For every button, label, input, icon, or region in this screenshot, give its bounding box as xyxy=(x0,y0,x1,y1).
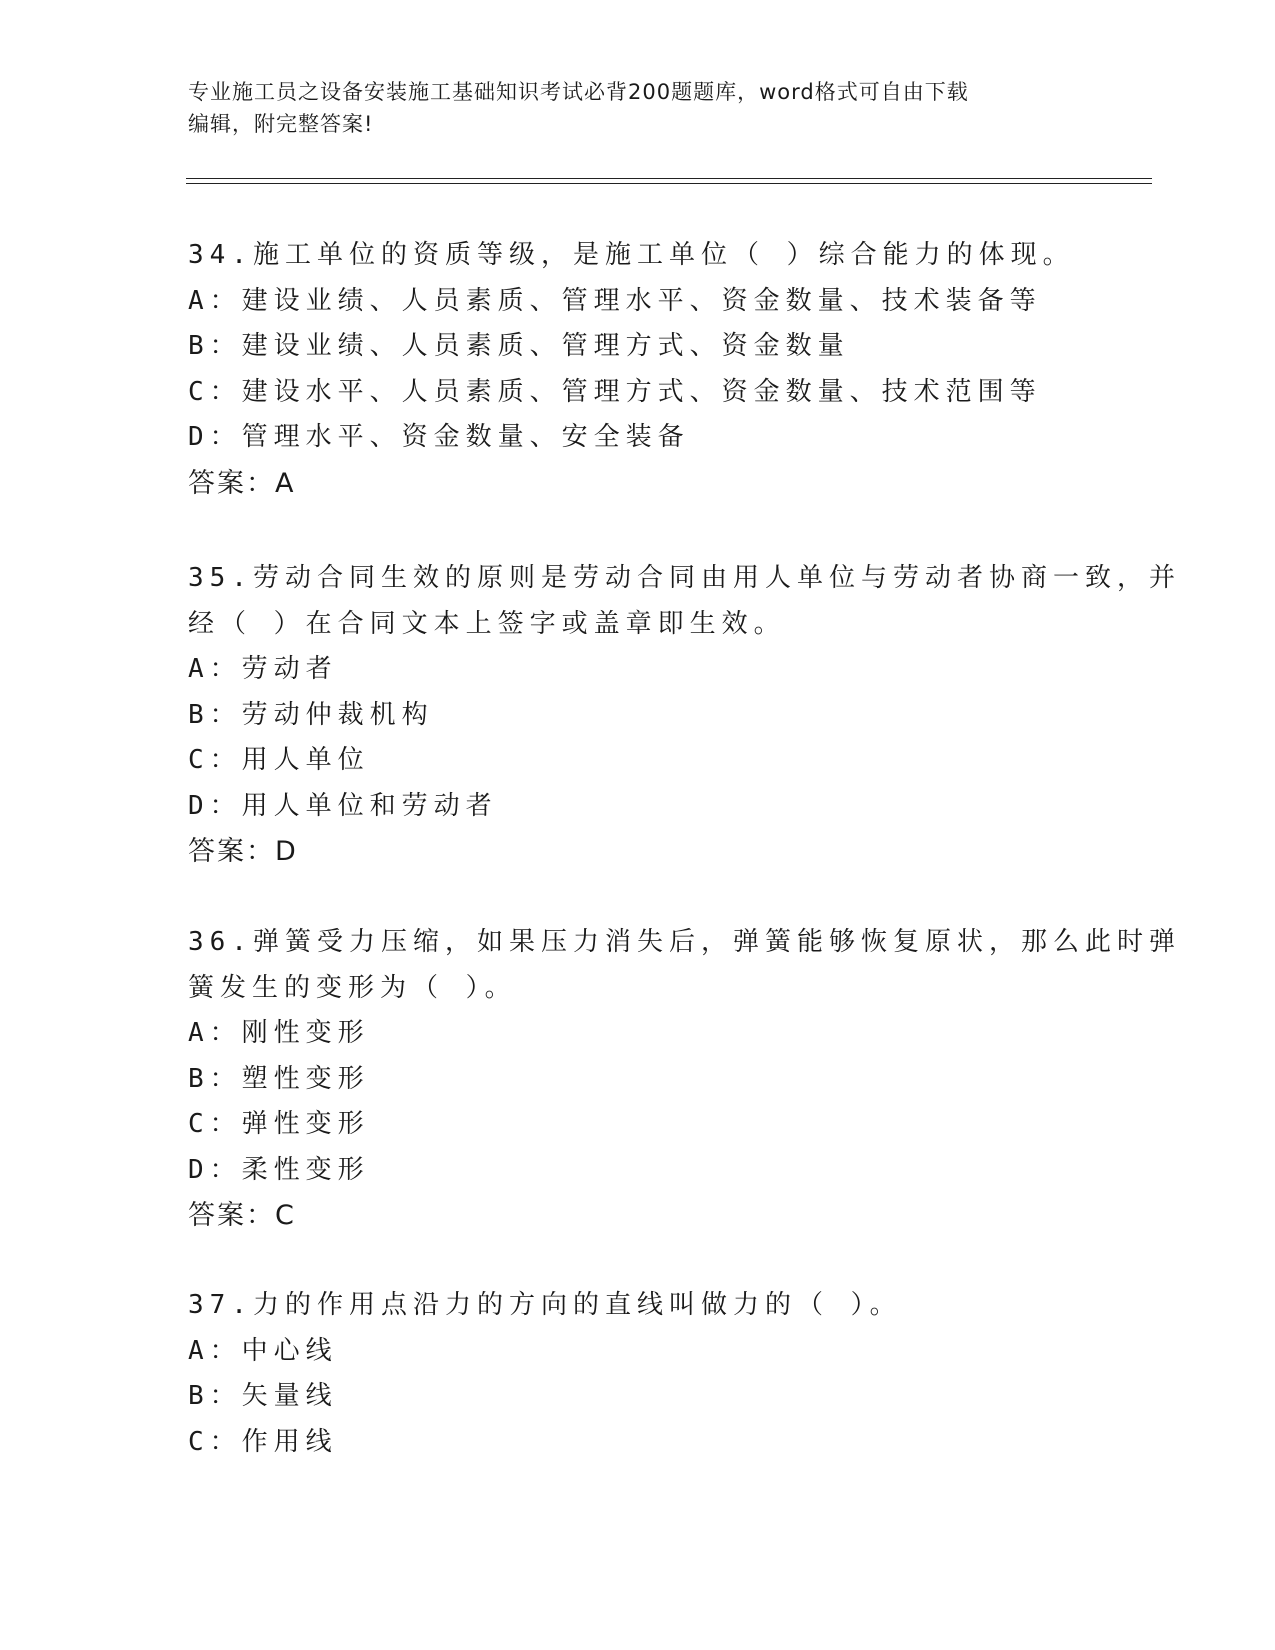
document-header xyxy=(188,76,1088,140)
question-stem: 35.劳动合同生效的原则是劳动合同由用人单位与劳动者协商一致，并 xyxy=(188,563,1181,593)
answer-label: 答案： xyxy=(188,1200,275,1231)
option-c: C：建设水平、人员素质、管理方式、资金数量、技术范围等 xyxy=(188,376,1042,407)
option-a: A：劳动者 xyxy=(188,654,338,684)
option-a: A：刚性变形 xyxy=(188,1018,370,1048)
option-c: C：作用线 xyxy=(188,1426,338,1457)
option-d: D：柔性变形 xyxy=(188,1154,370,1185)
answer-value: D xyxy=(275,836,297,867)
question-stem: 37.力的作用点沿力的方向的直线叫做力的（ ）。 xyxy=(188,1290,902,1320)
header-line-1: 专业施工员之设备安装施工基础知识考试必背200题题库，word格式可自由下载 xyxy=(188,80,969,104)
question-37 xyxy=(188,1283,1088,1465)
answer-value: A xyxy=(275,467,295,499)
answer-value: C xyxy=(275,1200,295,1231)
question-stem-continued: 簧发生的变形为（ ）。 xyxy=(188,972,517,1003)
question-stem: 34.施工单位的资质等级，是施工单位（ ）综合能力的体现。 xyxy=(188,240,1075,270)
question-36 xyxy=(188,920,1181,1239)
question-34 xyxy=(188,233,1088,506)
answer-label: 答案： xyxy=(188,836,275,867)
answer xyxy=(188,829,1088,875)
option-b: B：矢量线 xyxy=(188,1381,338,1411)
option-d: D：用人单位和劳动者 xyxy=(188,790,498,821)
answer xyxy=(188,1193,1088,1239)
header-divider-top xyxy=(186,178,1152,179)
answer-label: 答案： xyxy=(188,467,275,499)
option-b: B：建设业绩、人员素质、管理方式、资金数量 xyxy=(188,331,850,361)
option-a: A：中心线 xyxy=(188,1335,338,1366)
answer xyxy=(188,461,1088,507)
question-35 xyxy=(188,556,1181,875)
question-stem-continued: 经（ ）在合同文本上签字或盖章即生效。 xyxy=(188,608,786,639)
option-a: A：建设业绩、人员素质、管理水平、资金数量、技术装备等 xyxy=(188,285,1042,316)
option-d: D：管理水平、资金数量、安全装备 xyxy=(188,422,690,452)
header-divider-bottom xyxy=(186,183,1152,184)
question-stem: 36.弹簧受力压缩，如果压力消失后，弹簧能够恢复原状，那么此时弹 xyxy=(188,927,1181,957)
option-b: B：塑性变形 xyxy=(188,1063,370,1094)
header-line-2: 编辑，附完整答案! xyxy=(188,112,374,136)
option-c: C：用人单位 xyxy=(188,745,370,775)
option-b: B：劳动仲裁机构 xyxy=(188,699,434,730)
option-c: C：弹性变形 xyxy=(188,1109,370,1139)
